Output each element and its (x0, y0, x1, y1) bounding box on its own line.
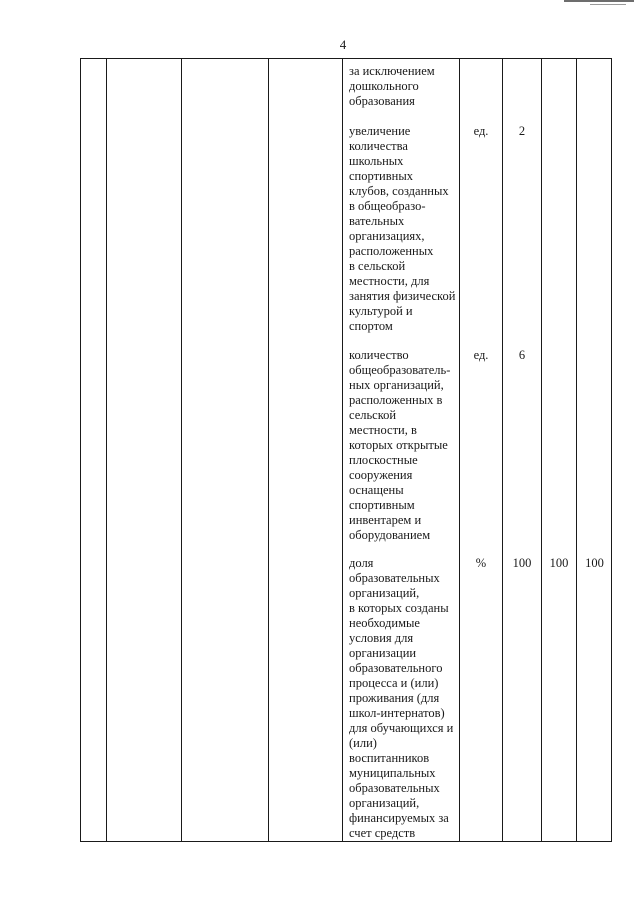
value-cell: 100 (549, 556, 569, 570)
unit-cell: ед. (473, 348, 489, 362)
value-cell: 6 (518, 348, 526, 362)
column-border (576, 59, 577, 841)
column-border (611, 59, 612, 841)
page-number: 4 (339, 37, 347, 52)
unit-cell: ед. (473, 124, 489, 138)
scan-artifact (590, 4, 626, 5)
value-cell: 100 (585, 556, 604, 570)
value-cell: 100 (512, 556, 532, 570)
indicators-table (80, 58, 612, 842)
indicator-text: за исключением дошкольного образования (349, 64, 435, 108)
column-border (541, 59, 542, 841)
unit-cell: % (475, 556, 487, 570)
column-border (342, 59, 343, 841)
indicator-text: увеличение количества школьных спортивных клубов, созданных в общеобразо- вательных организациях, расположенных в сельской местности, для занятия физической культурой и спортом (349, 124, 456, 333)
column-border (502, 59, 503, 841)
column-border (459, 59, 460, 841)
column-border (80, 59, 81, 841)
column-border (106, 59, 107, 841)
scan-artifact (564, 0, 634, 2)
value-cell: 2 (518, 124, 526, 138)
column-border (181, 59, 182, 841)
indicator-text: количество общеобразователь- ных организаций, расположенных в сельской местности, в которых открытые плоскостные сооружения оснащены спортивным инвентарем и оборудованием (349, 348, 451, 542)
indicator-text: доля образовательных организаций, в которых созданы необходимые условия для организации образовательного процесса и (или) проживания (для школ-интернатов) для обучающихся и (или) воспитанников муниципальных образовательных организаций, финансируемых за счет средств (349, 556, 454, 840)
column-border (268, 59, 269, 841)
